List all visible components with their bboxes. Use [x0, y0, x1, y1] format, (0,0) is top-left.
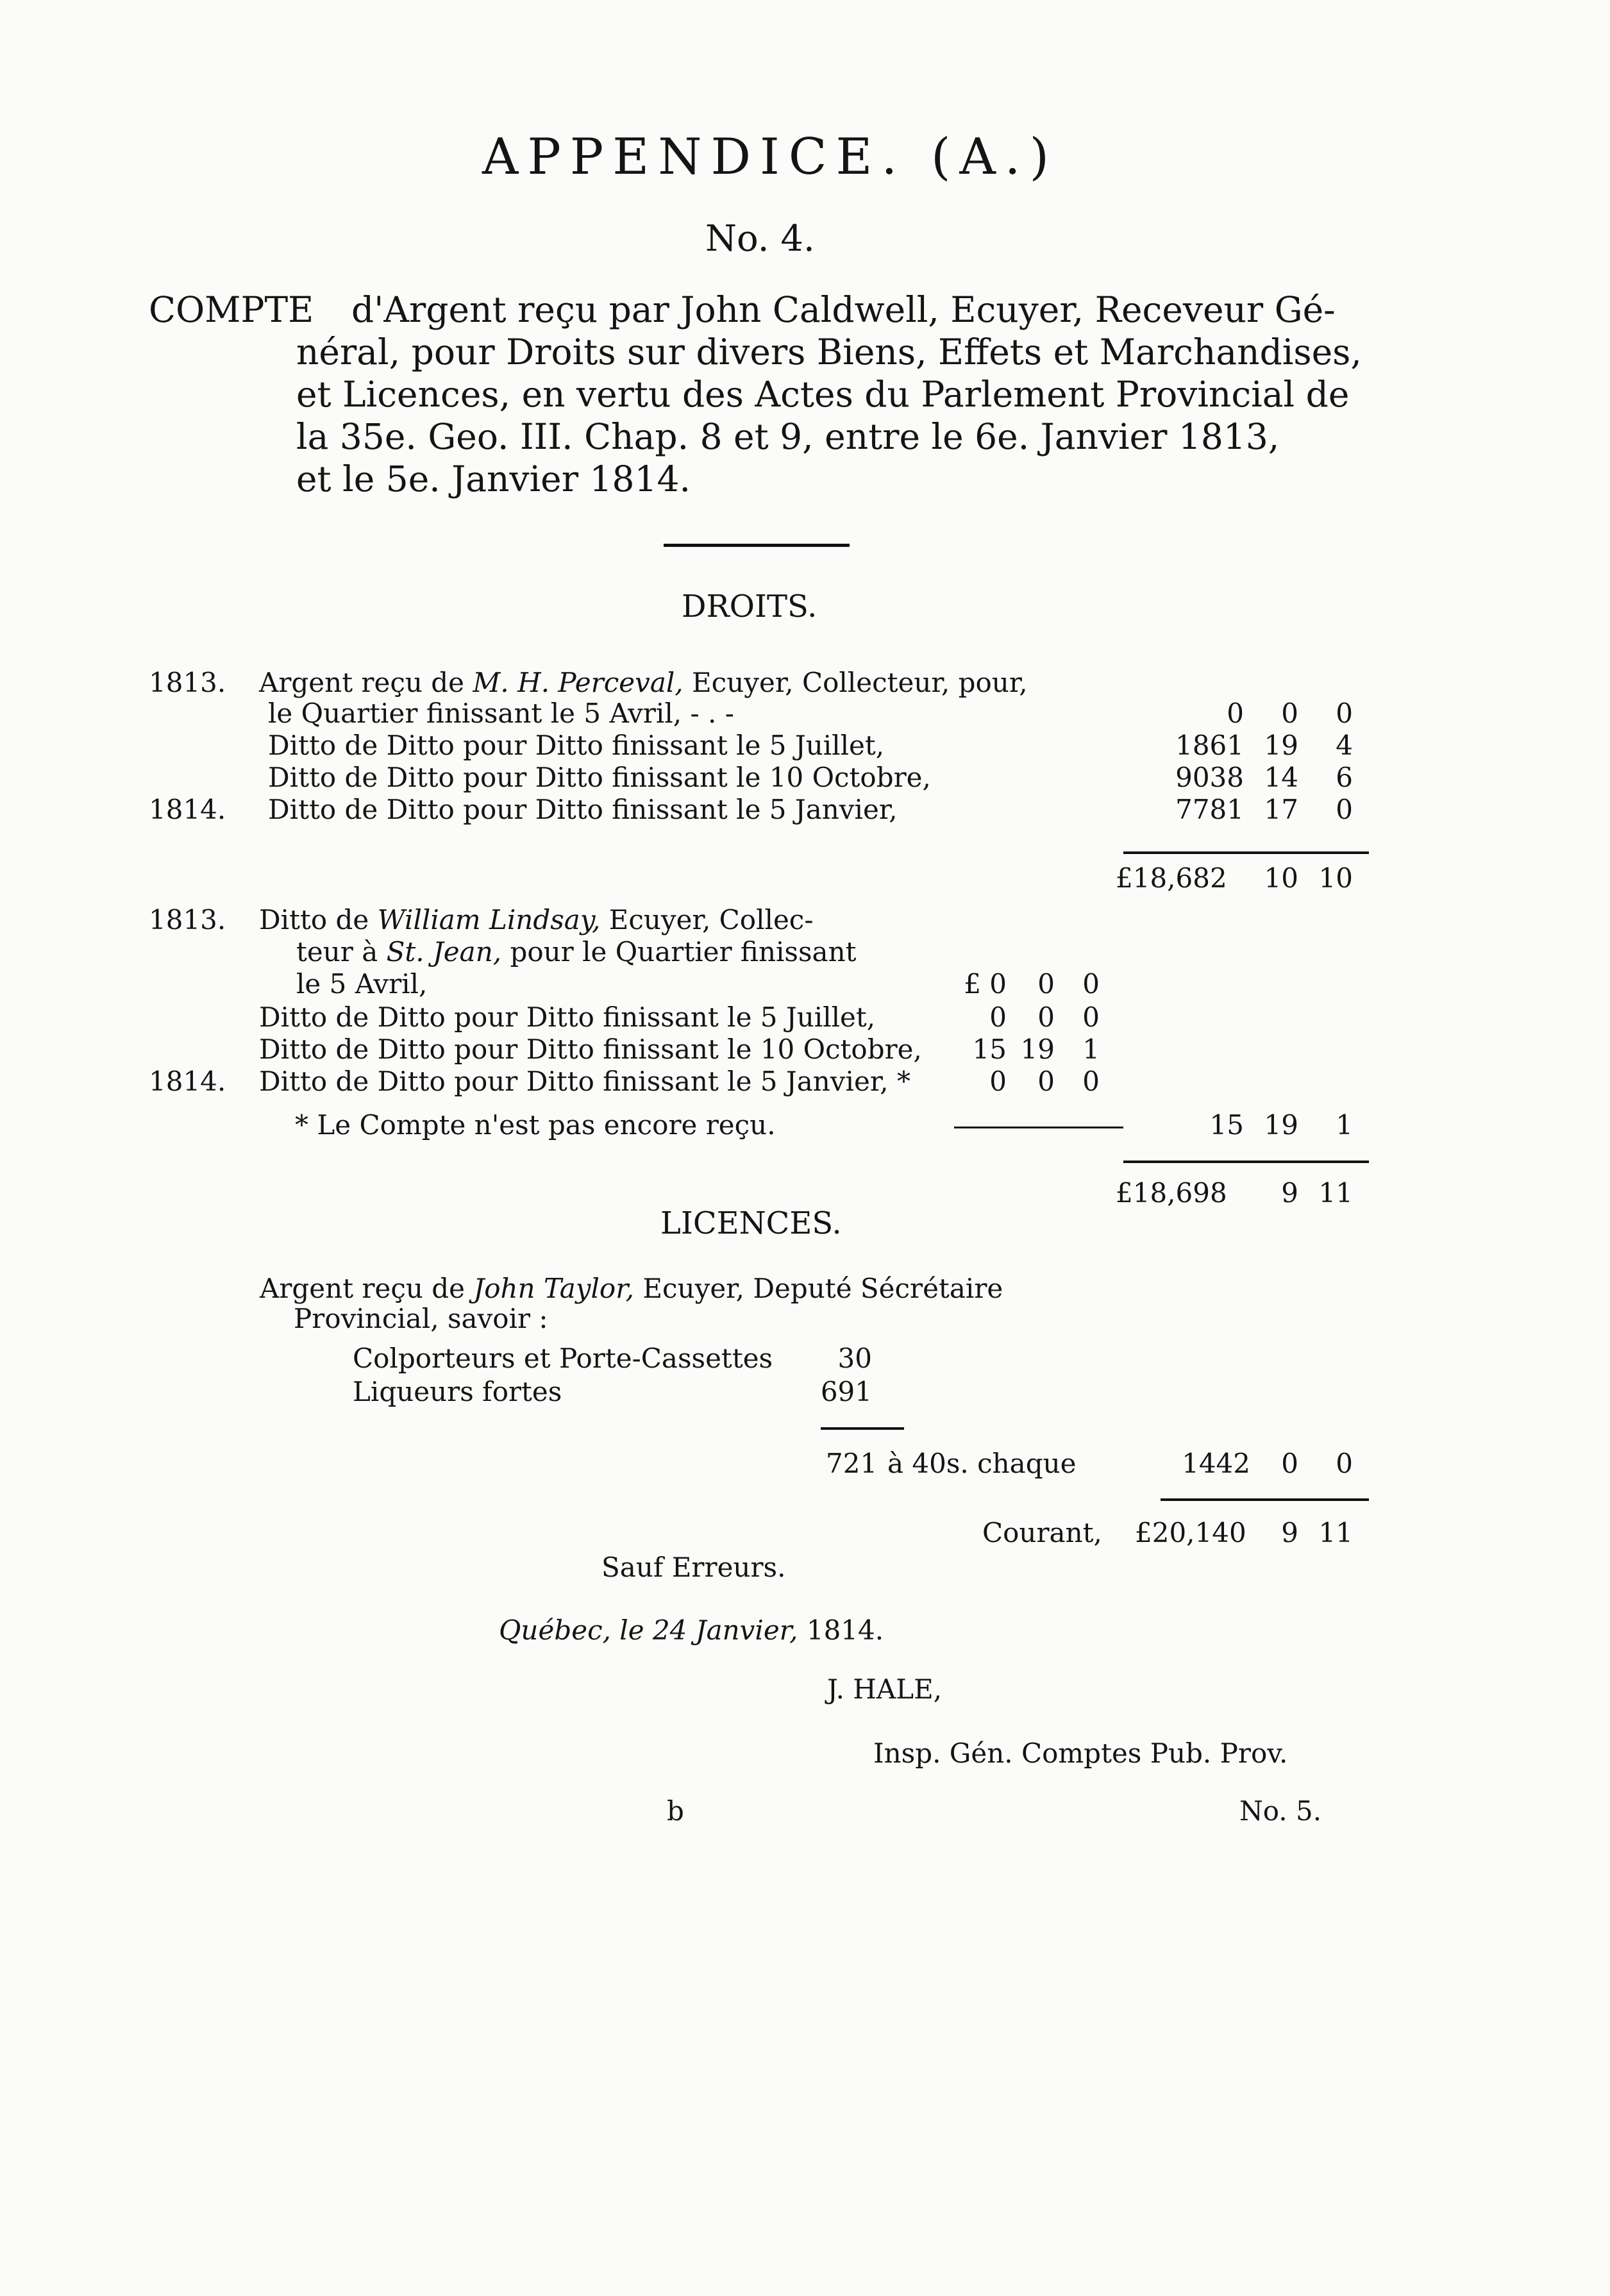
ledger-row-text [259, 1066, 910, 1097]
row-text: Ditto de Ditto pour Ditto finissant le 10 Octobre, [259, 1034, 922, 1065]
licences-summary-pounds: 1442 [1182, 1448, 1250, 1479]
licence-item-count: 30 [837, 1343, 872, 1374]
signatory-title: Insp. Gén. Comptes Pub. Prov. [873, 1738, 1288, 1769]
grand-total-shillings: 9 [1281, 1517, 1298, 1548]
ledger-row-text [268, 794, 898, 825]
partial-pounds: 0 [989, 1001, 1007, 1033]
row-year: 1813. [149, 667, 226, 698]
document-number: No. 4. [705, 218, 815, 260]
place-date [499, 1614, 884, 1646]
intro-line-1: d'Argent reçu par John Caldwell, Ecuyer, Receveur Gé- [351, 289, 1336, 330]
licences-summary-rate: à 40s. chaque [887, 1448, 1077, 1479]
licences-intro-name: John Taylor, [473, 1273, 635, 1304]
licence-item-label: Liqueurs fortes [353, 1376, 562, 1407]
ledger-row-text [259, 904, 814, 935]
perceval-total-shillings: 10 [1264, 862, 1298, 894]
amount-shillings: 19 [1264, 730, 1298, 761]
licences-intro [260, 1273, 1003, 1304]
partial-pence: 0 [1082, 968, 1100, 1000]
perceval-total-pence: 10 [1318, 862, 1353, 894]
intro-line-3: et Licences, en vertu des Actes du Parlement Provincial de [296, 374, 1350, 415]
partial-shillings: 0 [1037, 1001, 1055, 1033]
amount-shillings: 0 [1281, 698, 1298, 729]
row-text: Ditto de Ditto pour Ditto finissant le 5 Juillet, [268, 730, 885, 761]
lindsay-subtotal-pence: 1 [1336, 1109, 1353, 1141]
amount-shillings: 17 [1264, 794, 1298, 825]
partial-pence: 1 [1082, 1034, 1100, 1065]
amount-pounds: 7781 [1175, 794, 1244, 825]
row-text: Ditto de Ditto pour Ditto finissant le 5 Juillet, [259, 1001, 876, 1033]
intro-line-2: néral, pour Droits sur divers Biens, Effets et Marchandises, [296, 331, 1362, 373]
partial-pounds: 15 [972, 1034, 1007, 1065]
droits-total-pence: 11 [1318, 1177, 1353, 1209]
amount-pounds: 9038 [1175, 762, 1244, 793]
licences-summary-shillings: 0 [1281, 1448, 1298, 1479]
row-text: Ecuyer, Collec- [600, 904, 814, 935]
row-text: le Quartier finissant le 5 Avril, [268, 698, 682, 729]
licences-intro-b: Ecuyer, Deputé Sécrétaire [634, 1273, 1003, 1304]
ledger-row-text [259, 1034, 922, 1065]
grand-total-pounds: £20,140 [1135, 1517, 1246, 1548]
partial-pounds: £ 0 [964, 968, 1007, 1000]
licences-summary-pence: 0 [1336, 1448, 1353, 1479]
row-text: Ditto de [259, 904, 378, 935]
row-name: M. H. Perceval, [473, 667, 683, 698]
ledger-row-text [259, 667, 1028, 698]
amount-pence: 4 [1336, 730, 1353, 761]
lindsay-note-rule [954, 1127, 1123, 1128]
lindsay-subtotal-pounds: 15 [1209, 1109, 1244, 1141]
intro-lead: COMPTE [149, 289, 314, 330]
droits-total-pounds: £18,698 [1116, 1177, 1227, 1209]
licence-item-count: 691 [820, 1376, 872, 1407]
partial-shillings: 0 [1037, 968, 1055, 1000]
perceval-total-pounds: £18,682 [1116, 862, 1227, 894]
licences-summary-count: 721 [826, 1448, 878, 1479]
row-text: - . - [682, 698, 734, 729]
row-name: William Lindsay, [377, 904, 601, 935]
ledger-row-text [259, 1001, 875, 1033]
amount-pence: 6 [1336, 762, 1353, 793]
row-text: Ditto de Ditto pour Ditto finissant le 10 Octobre, [268, 762, 931, 793]
row-year: 1814. [149, 1066, 226, 1097]
partial-pence: 0 [1082, 1001, 1100, 1033]
lindsay-note: * Le Compte n'est pas encore reçu. [295, 1109, 776, 1141]
amount-pence: 0 [1336, 794, 1353, 825]
perceval-total-rule [1123, 851, 1369, 854]
page-mark: b [667, 1795, 684, 1827]
row-text: pour le Quartier finissant [501, 936, 857, 968]
row-text: Argent reçu de [259, 667, 473, 698]
grand-total-label: Courant, [982, 1517, 1102, 1548]
row-text: le 5 Avril, [296, 968, 428, 1000]
header-divider [664, 544, 850, 547]
next-page-marker: No. 5. [1239, 1795, 1322, 1827]
row-text: Ecuyer, Collecteur, pour, [683, 667, 1028, 698]
lindsay-subtotal-shillings: 19 [1264, 1109, 1298, 1141]
licences-intro-a: Argent reçu de [260, 1273, 474, 1304]
licence-item-label: Colporteurs et Porte-Cassettes [353, 1343, 773, 1374]
row-year: 1814. [149, 794, 226, 825]
amount-pence: 0 [1336, 698, 1353, 729]
partial-pence: 0 [1082, 1066, 1100, 1097]
row-text: teur à [296, 936, 387, 968]
grand-total-rule [1161, 1498, 1369, 1501]
ledger-row-text [268, 698, 734, 729]
row-text: Ditto de Ditto pour Ditto finissant le 5 Janvier, [268, 794, 898, 825]
ledger-row-text [268, 730, 884, 761]
amount-pounds: 0 [1227, 698, 1244, 729]
signature: J. HALE, [827, 1673, 943, 1705]
licences-count-rule [821, 1427, 904, 1430]
row-year: 1813. [149, 904, 226, 935]
ledger-row-text [268, 762, 931, 793]
place-date-italic: Québec, le 24 Janvier, [499, 1614, 798, 1646]
amount-shillings: 14 [1264, 762, 1298, 793]
partial-shillings: 0 [1037, 1066, 1055, 1097]
row-text: Ditto de Ditto pour Ditto finissant le 5 Janvier, * [259, 1066, 910, 1097]
place-date-year: 1814. [798, 1614, 884, 1646]
page-title: APPENDICE. (A.) [482, 128, 1059, 186]
intro-line-5: et le 5e. Janvier 1814. [296, 458, 691, 499]
sauf-erreurs: Sauf Erreurs. [601, 1552, 786, 1583]
ledger-row-text [296, 936, 857, 968]
row-name: St. Jean, [386, 936, 502, 968]
partial-shillings: 19 [1020, 1034, 1055, 1065]
intro-line-4: la 35e. Geo. III. Chap. 8 et 9, entre le 6e. Janvier 1813, [296, 416, 1280, 457]
droits-total-shillings: 9 [1281, 1177, 1298, 1209]
licences-heading: LICENCES. [660, 1205, 842, 1241]
droits-total-rule [1123, 1161, 1369, 1163]
ledger-row-text [296, 968, 427, 1000]
partial-pounds: 0 [989, 1066, 1007, 1097]
amount-pounds: 1861 [1175, 730, 1244, 761]
grand-total-pence: 11 [1318, 1517, 1353, 1548]
licences-intro-line2: Provincial, savoir : [294, 1303, 548, 1334]
droits-heading: DROITS. [682, 589, 818, 624]
